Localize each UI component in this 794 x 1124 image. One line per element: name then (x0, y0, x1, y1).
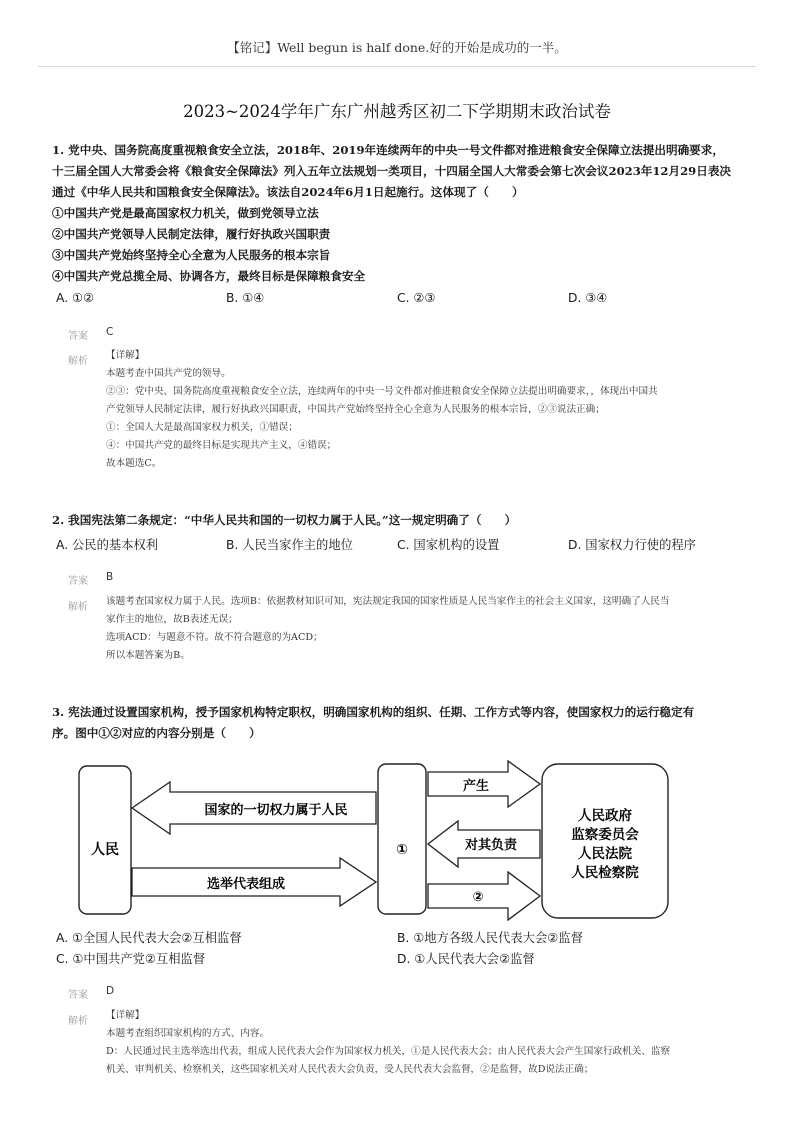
question-1-answer: C (106, 326, 114, 338)
option-d[interactable]: D. 国家权力行使的程序 (568, 538, 696, 552)
organ-label: 人民政府 (578, 808, 632, 824)
option-c[interactable]: C. ①中国共产党②互相监督 (56, 952, 206, 966)
option-b[interactable]: B. 人民当家作主的地位 (226, 538, 353, 552)
option-b[interactable]: B. ①地方各级人民代表大会②监督 (397, 931, 583, 945)
question-2-answer: B (106, 571, 114, 583)
option-a[interactable]: A. ①② (56, 291, 95, 305)
state-organs-diagram (78, 760, 670, 922)
explanation-line: 机关、审判机关、检察机关，这些国家机关对人民代表大会负责，受人民代表大会监督，②是监督，故D说法正确； (106, 1064, 594, 1075)
explanation-line: 【详解】 (106, 350, 145, 361)
header-motto: 【铭记】Well begun is half done.好的开始是成功的一半。 (227, 40, 567, 55)
explanation-line: ①：全国人大是最高国家权力机关，①错误； (106, 422, 298, 433)
explanation-line: 该题考查国家权力属于人民。选项B：依据教材知识可知，宪法规定我国的国家性质是人民当家作主的社会主义国家，这明确了人民当 (106, 596, 670, 607)
answer-label: 答案 (68, 576, 88, 587)
explanation-line: 故本题选C。 (106, 458, 162, 469)
question-1-stem (52, 140, 752, 203)
explanation-line: 产党领导人民制定法律，履行好执政兴国职责，中国共产党始终坚持全心全意为人民服务的根本宗旨，②③说法正确； (106, 404, 605, 415)
explanation-line: 本题考查组织国家机构的方式、内容。 (106, 1028, 270, 1039)
answer-label: 答案 (68, 990, 88, 1001)
explanation-line: 本题考查中国共产党的领导。 (106, 368, 231, 379)
question-1-statement: ②中国共产党领导人民制定法律，履行好执政兴国职责 (52, 227, 331, 241)
question-3-line: 序。图中①②对应的内容分别是（ ） (52, 726, 261, 740)
question-1-statement: ①中国共产党是最高国家权力机关，做到党领导立法 (52, 206, 319, 220)
explanation-line: 所以本题答案为B。 (106, 650, 190, 661)
question-1-statement: ④中国共产党总揽全局、协调各方，最终目标是保障粮食安全 (52, 269, 366, 283)
explanation-label: 解析 (68, 1016, 88, 1027)
question-3-stem (52, 702, 752, 744)
question-1-statement: ③中国共产党始终坚持全心全意为人民服务的根本宗旨 (52, 248, 331, 262)
people-label: 人民 (91, 842, 119, 858)
question-3-line: 3. 宪法通过设置国家机构，授予国家机构特定职权，明确国家机构的组织、任期、工作方式等内容，使国家权力的运行稳定有 (52, 705, 695, 719)
question-1-explanation (106, 347, 726, 473)
question-3-explanation (106, 1007, 726, 1079)
arrow-elect-label: 选举代表组成 (206, 877, 286, 892)
explanation-label: 解析 (68, 602, 88, 613)
arrow-two (428, 872, 540, 920)
people-box (79, 766, 131, 914)
page-title: 2023~2024学年广东广州越秀区初二下学期期末政治试卷 (183, 102, 611, 121)
explanation-line: ②③：党中央、国务院高度重视粮食安全立法，连续两年的中央一号文件都对推进粮食安全保障立法提出明确要求，，体现出中国共 (106, 386, 658, 397)
organ-label: 监察委员会 (571, 827, 639, 843)
option-a[interactable]: A. 公民的基本权利 (56, 538, 159, 552)
center-organ-label: ① (396, 842, 408, 858)
arrow-responsible-label: 对其负责 (464, 838, 518, 853)
option-c[interactable]: C. ②③ (397, 291, 436, 305)
arrow-two-label: ② (472, 890, 484, 905)
question-1-line: 1. 党中央、国务院高度重视粮食安全立法，2018年、2019年连续两年的中央一号文件都对推进粮食安全保障立法提出明确要求， (52, 143, 724, 157)
option-a[interactable]: A. ①全国人民代表大会②互相监督 (56, 931, 242, 945)
explanation-line: ④：中国共产党的最终目标是实现共产主义，④错误； (106, 440, 337, 451)
explanation-line: 选项ACD：与题意不符。故不符合题意的为ACD； (106, 632, 323, 643)
header-divider (38, 66, 756, 67)
organ-label: 人民法院 (578, 846, 632, 862)
question-3-answer: D (106, 985, 115, 997)
option-d[interactable]: D. ③④ (568, 291, 608, 305)
explanation-line: 家作主的地位，故B表述无误； (106, 614, 238, 625)
question-2-explanation (106, 593, 726, 665)
organ-label: 人民检察院 (571, 865, 639, 881)
option-d[interactable]: D. ①人民代表大会②监督 (397, 952, 535, 966)
explanation-label: 解析 (68, 356, 88, 367)
explanation-line: 【详解】 (106, 1010, 145, 1021)
question-1-line: 十三届全国人大常委会将《粮食安全保障法》列入五年立法规划一类项目，十四届全国人大常委会第七次会议2023年12月29日表决 (52, 164, 732, 178)
arrow-power-label: 国家的一切权力属于人民 (204, 803, 348, 818)
question-2-stem: 2. 我国宪法第二条规定：“中华人民共和国的一切权力属于人民。”这一规定明确了（ ） (52, 513, 517, 527)
question-1-line: 通过《中华人民共和国粮食安全保障法》。该法自2024年6月1日起施行。这体现了（ ） (52, 185, 524, 199)
center-organ-box (378, 764, 426, 914)
arrow-produce-label: 产生 (462, 779, 490, 794)
option-c[interactable]: C. 国家机构的设置 (397, 538, 500, 552)
option-b[interactable]: B. ①④ (226, 291, 265, 305)
explanation-line: D：人民通过民主选举选出代表，组成人民代表大会作为国家权力机关，①是人民代表大会；由人民代表大会产生国家行政机关、监察 (106, 1046, 671, 1057)
answer-label: 答案 (68, 331, 88, 342)
